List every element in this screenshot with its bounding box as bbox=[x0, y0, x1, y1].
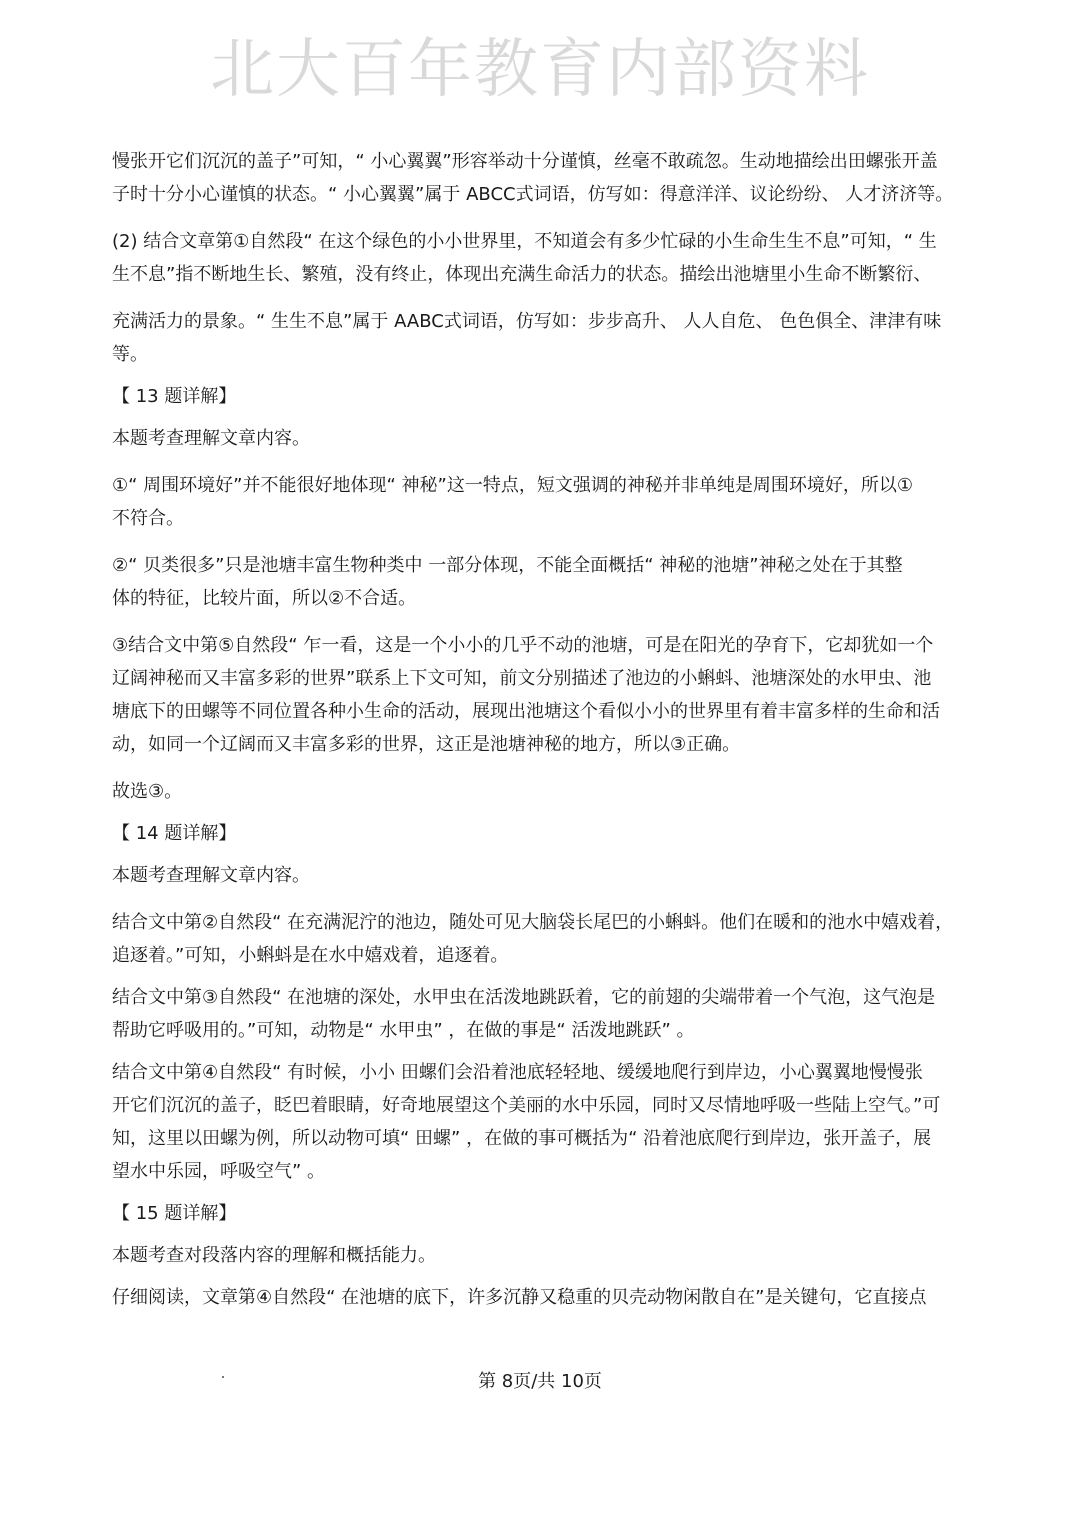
text-line: 追逐着。”可知，小蝌蚪是在水中嬉戏着，追逐着。 bbox=[112, 945, 509, 966]
text-line: 辽阔神秘而又丰富多彩的世界”联系上下文可知，前文分别描述了池边的小蝌蚪、池塘深处的水甲虫、池 bbox=[112, 668, 932, 689]
text-line: 帮助它呼吸用的。”可知，动物是“ 水甲虫” ，在做的事是“ 活泼地跳跃” 。 bbox=[112, 1020, 695, 1041]
section-heading-14: 【 14 题详解】 bbox=[112, 823, 237, 844]
section-heading-15: 【 15 题详解】 bbox=[112, 1203, 237, 1224]
text-line: 充满活力的景象。“ 生生不息”属于 AABC式词语，仿写如：步步高升、 人人自危、 色色俱全、津津有味 bbox=[112, 311, 942, 332]
section-heading-13: 【 13 题详解】 bbox=[112, 386, 237, 407]
page-number-footer: 第 8页/共 10页 bbox=[478, 1371, 602, 1392]
text-line: 结合文中第④自然段“ 有时候，小小 田螺们会沿着池底轻轻地、缓缓地爬行到岸边，小心翼翼地慢慢张 bbox=[112, 1062, 923, 1083]
text-line: 体的特征，比较片面，所以②不合适。 bbox=[112, 588, 417, 609]
text-line: 故选③。 bbox=[112, 781, 183, 802]
text-line: ②“ 贝类很多”只是池塘丰富生物种类中 一部分体现，不能全面概括“ 神秘的池塘”神秘之处在于其整 bbox=[112, 555, 903, 576]
watermark-text: 北大百年教育内部资料 bbox=[210, 33, 870, 107]
text-line: 望水中乐园，呼吸空气” 。 bbox=[112, 1161, 326, 1182]
text-line: 动，如同一个辽阔而又丰富多彩的世界，这正是池塘神秘的地方，所以③正确。 bbox=[112, 734, 741, 755]
text-line: 本题考查理解文章内容。 bbox=[112, 865, 310, 886]
text-line: 等。 bbox=[112, 344, 148, 365]
text-line: (2) 结合文章第①自然段“ 在这个绿色的小小世界里，不知道会有多少忙碌的小生命生生不息”可知，“ 生 bbox=[112, 231, 937, 252]
text-line: 不符合。 bbox=[112, 508, 184, 529]
text-line: 开它们沉沉的盖子，眨巴着眼睛，好奇地展望这个美丽的水中乐园，同时又尽情地呼吸一些陆上空气。”可 bbox=[112, 1095, 941, 1116]
text-line: 慢张开它们沉沉的盖子”可知，“ 小心翼翼”形容举动十分谨慎，丝毫不敢疏忽。生动地描绘出田螺张开盖 bbox=[112, 151, 938, 172]
text-line: 本题考查理解文章内容。 bbox=[112, 428, 310, 449]
text-line: 知，这里以田螺为例，所以动物可填“ 田螺” ，在做的事可概括为“ 沿着池底爬行到岸边，张开盖子，展 bbox=[112, 1128, 932, 1149]
text-line: 结合文中第③自然段“ 在池塘的深处，水甲虫在活泼地跳跃着，它的前翅的尖端带着一个气泡，这气泡是 bbox=[112, 987, 936, 1008]
text-line: 生不息”指不断地生长、繁殖，没有终止，体现出充满生命活力的状态。描绘出池塘里小生命不断繁衍、 bbox=[112, 264, 932, 285]
text-line: ①“ 周围环境好”并不能很好地体现“ 神秘”这一特点，短文强调的神秘并非单纯是周围环境好，所以① bbox=[112, 475, 914, 496]
text-line: 子时十分小心谨慎的状态。“ 小心翼翼”属于 ABCC式词语，仿写如：得意洋洋、议论纷纷、 人才济济等。 bbox=[112, 184, 954, 205]
document-body bbox=[112, 145, 972, 1314]
text-line: 本题考查对段落内容的理解和概括能力。 bbox=[112, 1245, 436, 1266]
text-line: 仔细阅读，文章第④自然段“ 在池塘的底下，许多沉静又稳重的贝壳动物闲散自在”是关键句，它直接点 bbox=[112, 1287, 927, 1308]
text-line: 塘底下的田螺等不同位置各种小生命的活动，展现出池塘这个看似小小的世界里有着丰富多样的生命和活 bbox=[112, 701, 940, 722]
text-line: ③结合文中第⑤自然段“ 乍一看，这是一个小小的几乎不动的池塘，可是在阳光的孕育下，它却犹如一个 bbox=[112, 635, 934, 656]
text-line: 结合文中第②自然段“ 在充满泥泞的池边，随处可见大脑袋长尾巴的小蝌蚪。他们在暖和的池水中嬉戏着， bbox=[112, 912, 954, 933]
